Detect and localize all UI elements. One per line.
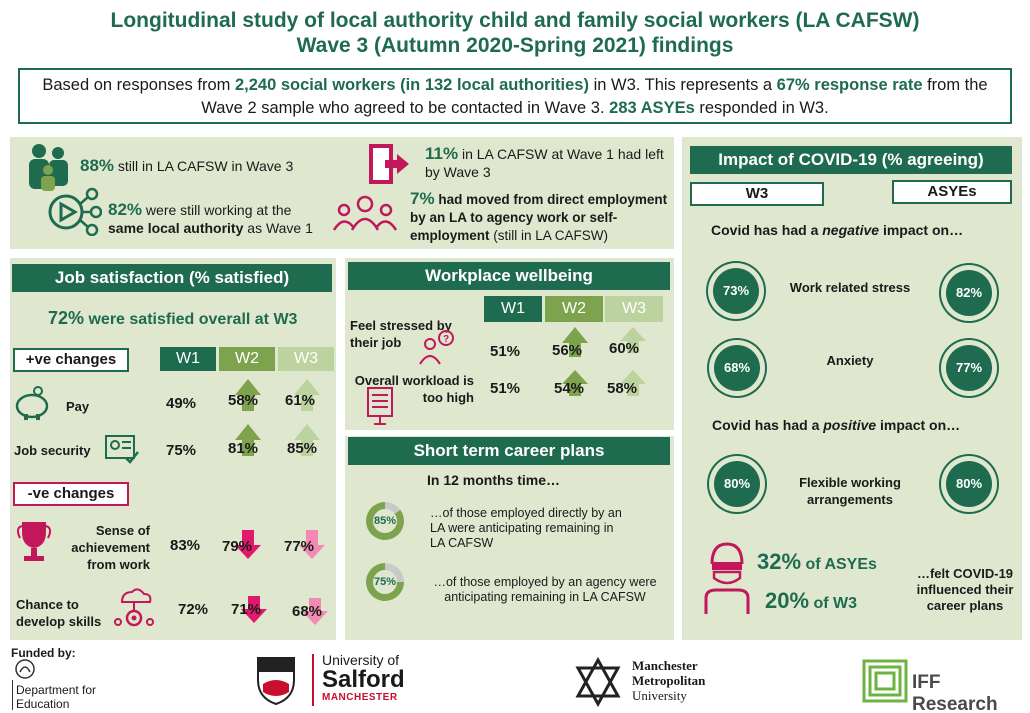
wellbeing-header: Workplace wellbeing [348,262,670,290]
stat-left-by-w3: 11% in LA CAFSW at Wave 1 had left by Wave 3 [425,144,664,180]
checklist-icon [366,386,394,426]
piggy-bank-icon [12,386,52,422]
salford-logo-text: University of Salford MANCHESTER [322,652,405,703]
mmu-knot-icon [572,656,624,708]
funded-by-label: Funded by: [11,646,76,660]
network-icon [42,186,102,236]
covid-negative-heading: Covid has had a negative impact on… [711,222,964,238]
covid-asye-influence: 32% of ASYEs [757,549,877,574]
covid-w3-influence: 20% of W3 [765,588,858,613]
workload-w3: 58% [607,380,638,397]
covid-stress-label: Work related stress [789,280,911,295]
covid-influence-text: …felt COVID-19 influenced their career plans [916,566,1014,613]
family-icon [24,142,72,192]
crest-icon [14,658,36,680]
career-text-agency: …of those employed by an agency were anticipating remaining in LA CAFSW [433,575,657,604]
skills-w2: 71% [231,601,262,618]
achievement-w3: 77% [284,538,315,555]
positive-changes-label: +ve changes [13,348,129,372]
covid-anxiety-label: Anxiety [826,353,874,368]
exit-door-icon [365,142,411,186]
covid-anxiety-w3: 68% [714,345,760,391]
skills-label: Chance to develop skills [16,597,102,629]
job-security-w2-arrow-head [235,424,261,440]
stressed-w2: 56% [552,342,583,359]
trophy-icon [14,518,54,564]
svg-text:?: ? [443,334,450,345]
career-donut-agency: 75% [366,563,404,601]
pay-label: Pay [66,399,90,414]
covid-anxiety-asye: 77% [946,345,992,391]
achievement-w2: 79% [222,538,253,555]
stressed-w3-arrow-head [620,327,646,341]
stressed-w1: 51% [490,343,521,360]
intro-box: Based on responses from 2,240 social workers (in 132 local authorities) in W3. This represents a 67% response rate from the Wave 2 sample who agreed to be contacted in Wave 3. 283 ASYEs responded in W3. [18,68,1012,124]
covid-header: Impact of COVID-19 (% agreeing) [690,146,1012,174]
job-security-icon [104,432,140,464]
salford-crest-icon [255,654,297,706]
covid-flexible-w3: 80% [714,461,760,507]
skills-cog-icon [112,586,154,630]
stat-moved-agency: 7% had moved from direct employment by an LA to agency work or self-employment (still in LA CAFSW) [410,189,668,243]
covid-w3-label: W3 [690,182,824,206]
people-group-icon [330,194,400,234]
covid-positive-heading: Covid has had a positive impact on… [712,417,961,433]
masked-person-icon [702,540,752,616]
pay-w3: 61% [285,392,316,409]
iff-logo-text: IFF Research [912,672,998,713]
pay-w1: 49% [166,395,197,412]
job-satisfaction-header: Job satisfaction (% satisfied) [12,264,332,292]
mmu-logo-text: Manchester Metropolitan University [632,658,706,703]
job-w2-header: W2 [219,347,275,371]
covid-flexible-asye: 80% [946,461,992,507]
career-subtitle: In 12 months time… [427,472,561,488]
page-title: Longitudinal study of local authority child and family social workers (LA CAFSW) Wave 3 (Autumn 2020-Spring 2021) findings [110,9,920,57]
dfe-logo-text: Department for Education [16,683,97,711]
stressed-w3: 60% [609,340,640,357]
job-w1-header: W1 [160,347,216,371]
job-security-w2: 81% [228,440,259,457]
career-text-la: …of those employed directly by an LA were anticipating remaining in LA CAFSW [430,506,622,550]
skills-w3: 68% [292,603,323,620]
job-overall-stat: 72% were satisfied overall at W3 [48,308,298,328]
workload-label: Overall workload is too high [354,373,474,405]
covid-stress-w3: 73% [713,268,759,314]
stressed-person-icon [416,330,456,366]
career-header: Short term career plans [348,437,670,465]
covid-stress-asye: 82% [946,270,992,316]
stressed-w2-arrow-head [562,327,588,343]
covid-asye-label: ASYEs [892,180,1012,204]
workload-w1: 51% [490,380,521,397]
iff-logo-icon [862,659,908,703]
job-security-label: Job security [14,443,91,458]
job-security-w3: 85% [287,440,318,457]
covid-flexible-label: Flexible working arrangements [799,475,901,507]
achievement-label: Sense of achievement from work [71,523,150,572]
workload-w2: 54% [554,380,585,397]
job-security-w3-arrow-head [294,424,320,440]
negative-changes-label: -ve changes [13,482,129,506]
wellbeing-w1-header: W1 [484,296,542,322]
pay-w2: 58% [228,392,259,409]
achievement-w1: 83% [170,537,201,554]
stat-same-la: 82% were still working at the same local authority as Wave 1 [108,200,313,236]
salford-divider [312,654,314,706]
skills-w1: 72% [178,601,209,618]
stressed-label: Feel stressed by their job [350,318,452,350]
wellbeing-w3-header: W3 [605,296,663,322]
job-w3-header: W3 [278,347,334,371]
job-security-w1: 75% [166,442,197,459]
wellbeing-w2-header: W2 [545,296,603,322]
career-donut-la: 85% [366,502,404,540]
dfe-divider [12,680,13,710]
stat-still-in-lacafsw: 88% still in LA CAFSW in Wave 3 [80,156,294,175]
